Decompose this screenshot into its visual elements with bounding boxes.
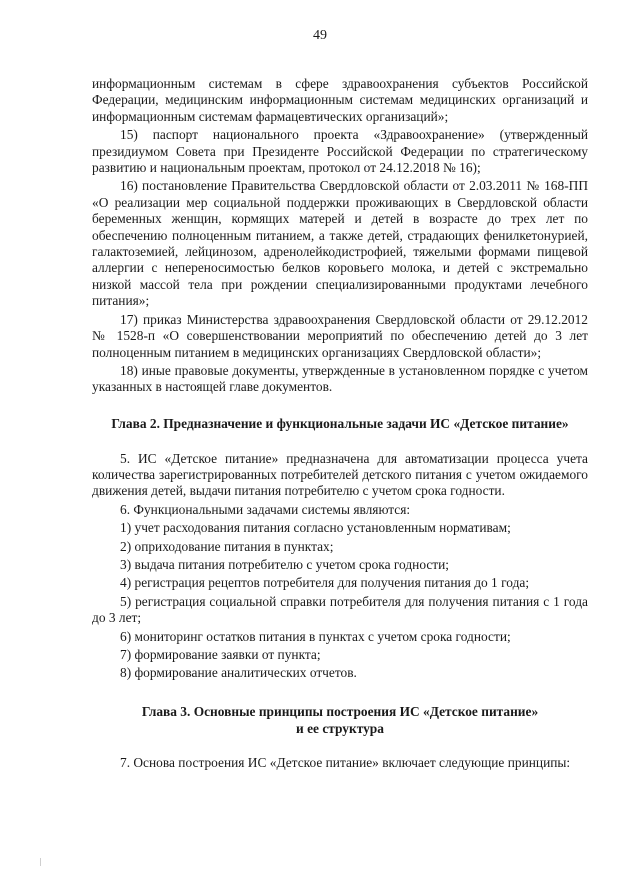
chapter-2-heading: Глава 2. Предназначение и функциональные задачи ИС «Детское питание» <box>111 415 569 431</box>
page-number: 49 <box>313 28 327 43</box>
list-item-18: 18) иные правовые документы, утвержденные в установленном порядке с учетом указанных в настоящей главе документов. <box>92 362 588 395</box>
task-item-8: 8) формирование аналитических отчетов. <box>120 665 357 681</box>
task-item-1: 1) учет расходования питания согласно установленным нормативам; <box>120 520 511 536</box>
paragraph-7: 7. Основа построения ИС «Детское питание» включает следующие принципы: <box>120 755 571 771</box>
scan-mark <box>40 858 41 866</box>
paragraph-continuation: информационным системам в сфере здравоохранения субъектов Российской Федерации, медицинским информационным системам медицинских организаций и информационным системам фармацевтических организаций»; <box>92 76 588 124</box>
chapter-3-heading <box>92 704 588 738</box>
list-item-16: 16) постановление Правительства Свердловской области от 2.03.2011 № 168-ПП «О реализации мер социальной поддержки проживающих в Свердловской области беременных женщин, кормящих матерей и детей в возрасте до трех лет по обеспечению полноценным питанием, а также детей, страдающих фенилкетонурией, галактоземией, лейцинозом, адренолейкодистрофией, тяжелыми формами пищевой аллергии с непереносимостью белков коровьего молока, и детей с экстремально низкой массой тела при рождении специализированными продуктами лечебного питания»; <box>92 178 588 309</box>
paragraph-5: 5. ИС «Детское питание» предназначена для автоматизации процесса учета количества зарегистрированных потребителей детского питания с учетом ожидаемого движения детей, выдачи питания потребителю с учетом срока годности. <box>92 450 588 499</box>
chapter-3-heading-line2: и ее структура <box>296 720 384 736</box>
task-item-6: 6) мониторинг остатков питания в пунктах с учетом срока годности; <box>120 628 511 644</box>
list-item-17: 17) приказ Министерства здравоохранения Свердловской области от 29.12.2012 № 1528-п «О совершенствовании мероприятий по обеспечению детей до 3 лет полноценным питанием в медицинских организациях Свердловской области»; <box>92 311 588 360</box>
paragraph-6: 6. Функциональными задачами системы являются: <box>120 501 411 517</box>
task-item-7: 7) формирование заявки от пункта; <box>120 646 321 662</box>
task-item-4: 4) регистрация рецептов потребителя для получения питания до 1 года; <box>120 575 530 591</box>
task-item-5: 5) регистрация социальной справки потребителя для получения питания с 1 года до 3 лет; <box>92 593 588 626</box>
list-item-15: 15) паспорт национального проекта «Здравоохранение» (утвержденный президиумом Совета при Президенте Российской Федерации по стратегическому развитию и национальным проектам, протокол от 24.12.2018 № 16); <box>92 127 588 176</box>
task-item-2: 2) оприходование питания в пунктах; <box>120 538 334 554</box>
task-item-3: 3) выдача питания потребителю с учетом срока годности; <box>120 556 450 572</box>
chapter-3-heading-line1: Глава 3. Основные принципы построения ИС «Детское питание» <box>141 703 539 719</box>
document-body <box>92 76 588 772</box>
